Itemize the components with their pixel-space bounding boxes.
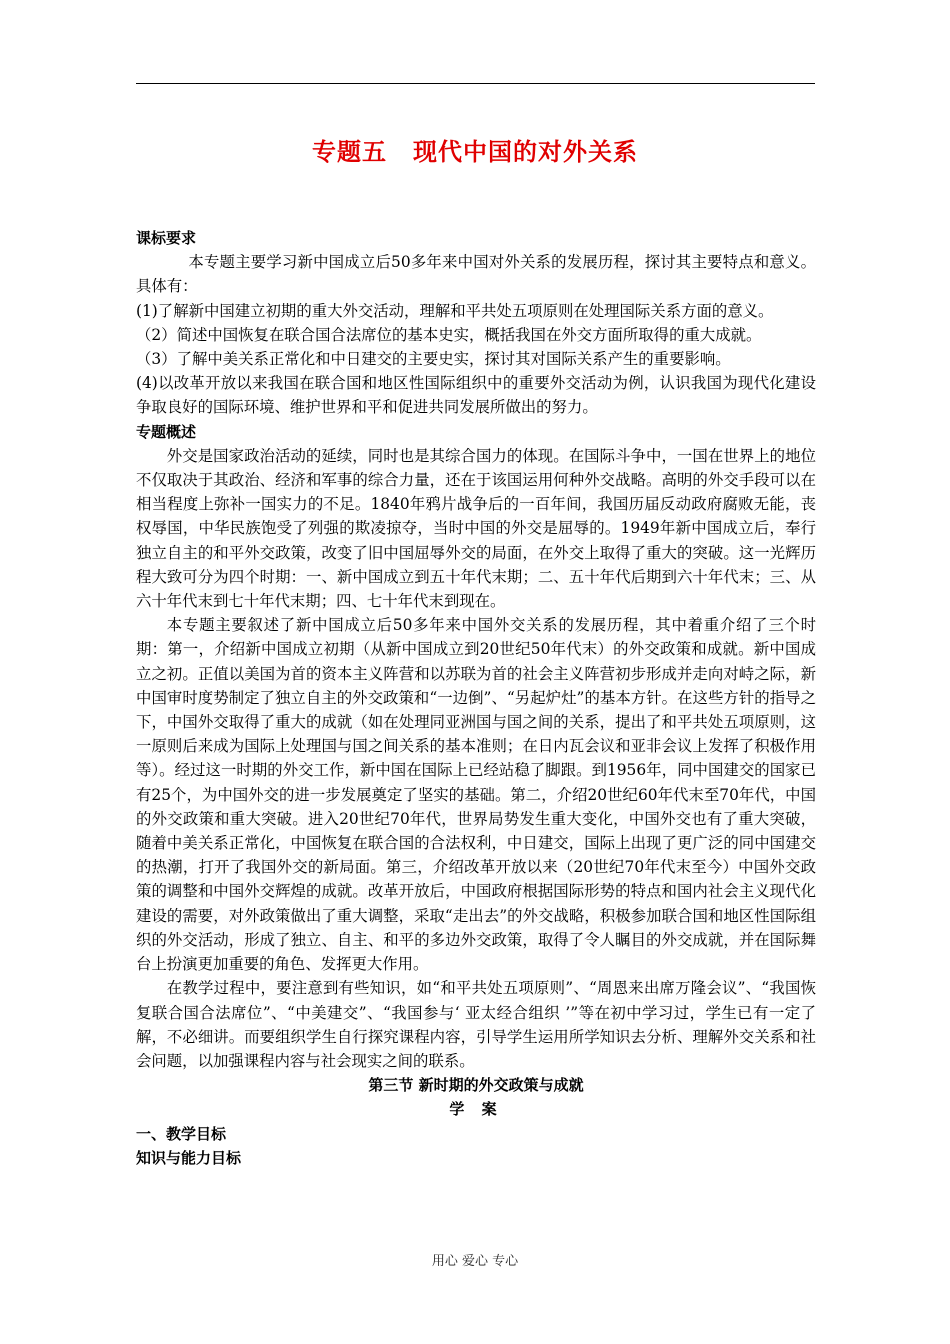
requirement-item-1: (1)了解新中国建立初期的重大外交活动，理解和平共处五项原则在处理国际关系方面的意义。 [136,301,774,320]
overview-paragraph-3: 在教学过程中，要注意到有些知识，如“和平共处五项原则”、“周恩来出席万隆会议”、“我国恢复联合国合法席位”、“中美建交”、“我国参与‘ 亚太经合组织 ’”等在初中学习过，学生已有一定了解，不必细讲。而要组织学生自行探究课程内容，引导学生运用所学知识去分析、理解外交关系和社会问题，以加强课程内容与社会现实之间的联系。 [136,979,816,1070]
requirement-item-4: (4)以改革开放以来我国在联合国和地区性国际组织中的重要外交活动为例，认识我国为现代化建设争取良好的国际环境、维护世界和平和促进共同发展所做出的努力。 [136,374,816,417]
knowledge-goals-heading: 知识与能力目标 [136,1148,242,1167]
section-subtitle: 学 案 [449,1100,503,1119]
overview-paragraph-2: 本专题主要叙述了新中国成立后50多年来中国外交关系的发展历程，其中着重介绍了三个时期：第一，介绍新中国成立初期（从新中国成立到20世纪50年代末）的外交政策和成就。新中国成立之初。正值以美国为首的资本主义阵营和以苏联为首的社会主义阵营初步形成并走向对峙之际，新中国审时度势制定了独立自主的外交政策和“一边倒”、“另起炉灶”的基本方针。在这些方针的指导之下，中国外交取得了重大的成就（如在处理同亚洲国与国之间的关系，提出了和平共处五项原则，这一原则后来成为国际上处理国与国之间关系的基本准则；在日内瓦会议和亚非会议上发挥了积极作用等）。经过这一时期的外交工作，新中国在国际上已经站稳了脚跟。到1956年，同中国建交的国家已有25个，为中国外交的进一步发展奠定了坚实的基础。第二，介绍20世纪60年代末至70年代，中国的外交政策和重大突破。进入20世纪70年代，世界局势发生重大变化，中国外交也有了重大突破，随着中美关系正常化，中国恢复在联合国的合法权利，中日建交，国际上出现了更广泛的同中国建交的热潮，打开了我国外交的新局面。第三，介绍改革开放以来（20世纪70年代末至今）中国外交政策的调整和中国外交辉煌的成就。改革开放后，中国政府根据国际形势的特点和国内社会主义现代化建设的需要，对外政策做出了重大调整，采取“走出去”的外交战略，积极参加联合国和地区性国际组织的外交活动，形成了独立、自主、和平的多边外交政策，取得了令人瞩目的外交成就，并在国际舞台上扮演更加重要的角色、发挥更大作用。 [136,616,816,974]
header-rule [136,83,815,84]
requirements-intro: 本专题主要学习新中国成立后50多年来中国对外关系的发展历程，探讨其主要特点和意义。具体有： [136,253,816,296]
title-part2: 现代中国的对外关系 [413,138,638,166]
requirement-item-3: （3）了解中美关系正常化和中日建交的主要史实，探讨其对国际关系产生的重要影响。 [136,350,731,369]
requirement-item-2: （2）简述中国恢复在联合国合法席位的基本史实，概括我国在外交方面所取得的重大成就。 [136,325,762,344]
teaching-goals-heading: 一、教学目标 [136,1124,227,1143]
overview-paragraph-1: 外交是国家政治活动的延续，同时也是其综合国力的体现。在国际斗争中，一国在世界上的地位不仅取决于其政治、经济和军事的综合力量，还在于该国运用何种外交战略。高明的外交手段可以在相当程度上弥补一国实力的不足。1840年鸦片战争后的一百年间，我国历届反动政府腐败无能，丧权辱国，中华民族饱受了列强的欺凌掠夺，当时中国的外交是屈辱的。1949年新中国成立后，奉行独立自主的和平外交政策，改变了旧中国屈辱外交的局面，在外交上取得了重大的突破。这一光辉历程大致可分为四个时期：一、新中国成立到五十年代末期；二、五十年代后期到六十年代末；三、从六十年代末到七十年代末期；四、七十年代末到现在。 [136,446,816,611]
page-title [0,132,950,167]
section-title: 第三节 新时期的外交政策与成就 [368,1076,584,1095]
section-heading-overview: 专题概述 [136,422,197,441]
title-part1: 专题五 [312,138,387,166]
document-body [136,226,816,1170]
page-footer: 用心 爱心 专心 [431,1254,519,1269]
section-heading-requirements: 课标要求 [136,229,197,247]
